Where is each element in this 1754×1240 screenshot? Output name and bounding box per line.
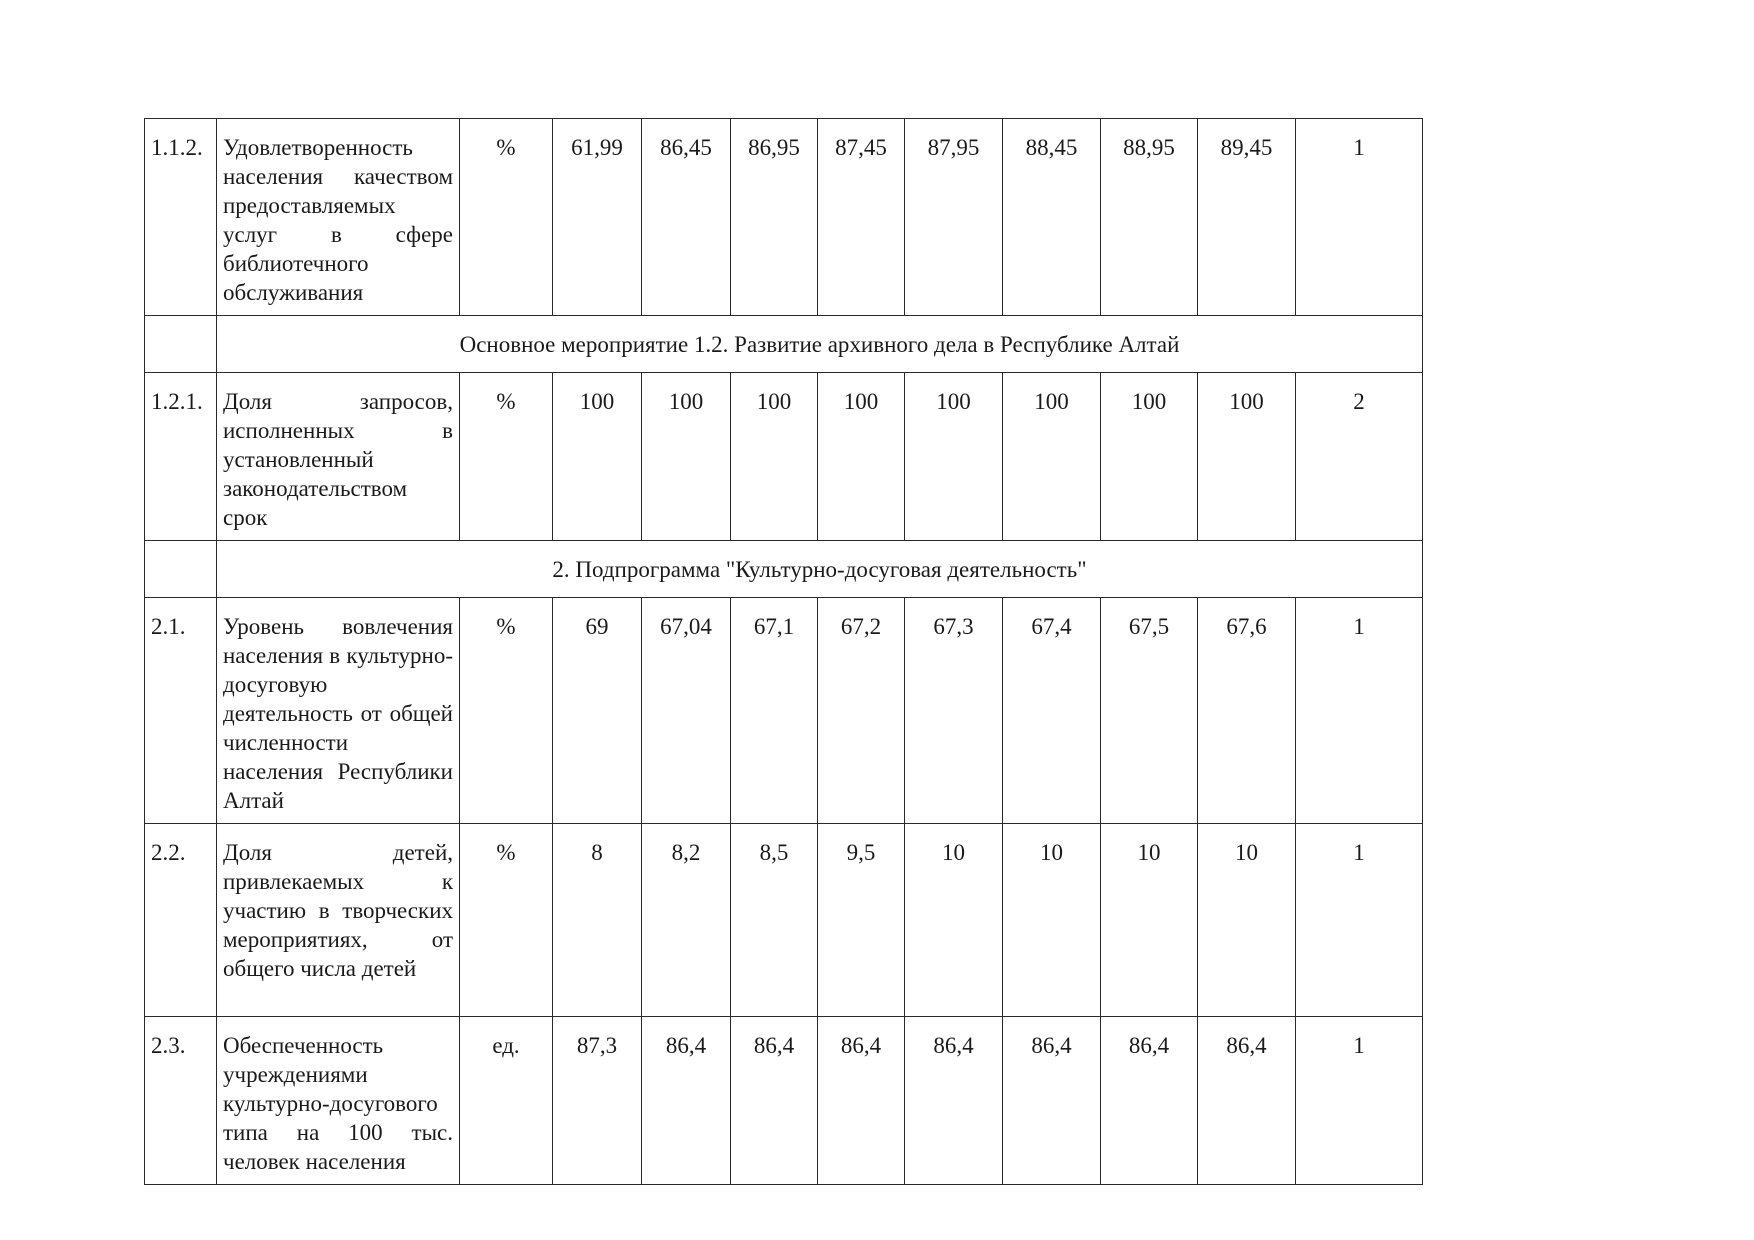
section-title: Основное мероприятие 1.2. Развитие архивного дела в Республике Алтай bbox=[217, 316, 1423, 373]
last-column-cell: 1 bbox=[1296, 824, 1423, 1017]
value-cell: 67,3 bbox=[905, 598, 1003, 824]
value-cell: 86,4 bbox=[1101, 1017, 1198, 1185]
row-number: 1.1.2. bbox=[145, 119, 217, 316]
value-cell: 100 bbox=[642, 373, 731, 541]
value-cell: 86,4 bbox=[731, 1017, 818, 1185]
unit-cell: % bbox=[460, 119, 553, 316]
section-title: 2. Подпрограмма "Культурно-досуговая деятельность" bbox=[217, 541, 1423, 598]
row-number: 2.2. bbox=[145, 824, 217, 1017]
table-row bbox=[145, 598, 1423, 824]
value-cell: 8,2 bbox=[642, 824, 731, 1017]
value-cell: 100 bbox=[731, 373, 818, 541]
value-cell: 100 bbox=[553, 373, 642, 541]
value-cell: 86,4 bbox=[1003, 1017, 1101, 1185]
value-cell: 87,45 bbox=[818, 119, 905, 316]
last-column-cell: 1 bbox=[1296, 598, 1423, 824]
value-cell: 86,4 bbox=[642, 1017, 731, 1185]
unit-cell: % bbox=[460, 824, 553, 1017]
value-cell: 67,04 bbox=[642, 598, 731, 824]
table-row bbox=[145, 119, 1423, 316]
value-cell: 67,1 bbox=[731, 598, 818, 824]
indicator-name: Удовлетворенность населения качеством предоставляемых услуг в сфере библиотечного обслуживания bbox=[217, 119, 460, 316]
value-cell: 67,4 bbox=[1003, 598, 1101, 824]
last-column-cell: 1 bbox=[1296, 119, 1423, 316]
value-cell: 86,4 bbox=[1198, 1017, 1296, 1185]
value-cell: 88,45 bbox=[1003, 119, 1101, 316]
value-cell: 100 bbox=[818, 373, 905, 541]
indicator-name: Доля запросов, исполненных в установленный законодательством срок bbox=[217, 373, 460, 541]
unit-cell: % bbox=[460, 598, 553, 824]
value-cell: 67,6 bbox=[1198, 598, 1296, 824]
last-column-cell: 2 bbox=[1296, 373, 1423, 541]
value-cell: 100 bbox=[1198, 373, 1296, 541]
value-cell: 86,45 bbox=[642, 119, 731, 316]
value-cell: 10 bbox=[1198, 824, 1296, 1017]
value-cell: 61,99 bbox=[553, 119, 642, 316]
unit-cell: % bbox=[460, 373, 553, 541]
value-cell: 69 bbox=[553, 598, 642, 824]
value-cell: 87,95 bbox=[905, 119, 1003, 316]
value-cell: 86,4 bbox=[818, 1017, 905, 1185]
last-column-cell: 1 bbox=[1296, 1017, 1423, 1185]
section-row bbox=[145, 541, 1423, 598]
indicators-table bbox=[144, 118, 1423, 1185]
value-cell: 88,95 bbox=[1101, 119, 1198, 316]
value-cell: 10 bbox=[1101, 824, 1198, 1017]
indicator-name: Уровень вовлечения населения в культурно-досуговую деятельность от общей численности населения Республики Алтай bbox=[217, 598, 460, 824]
value-cell: 10 bbox=[905, 824, 1003, 1017]
value-cell: 100 bbox=[1101, 373, 1198, 541]
indicator-name: Обеспеченность учреждениями культурно-досугового типа на 100 тыс. человек населения bbox=[217, 1017, 460, 1185]
value-cell: 67,2 bbox=[818, 598, 905, 824]
row-number: 2.3. bbox=[145, 1017, 217, 1185]
value-cell: 86,95 bbox=[731, 119, 818, 316]
value-cell: 86,4 bbox=[905, 1017, 1003, 1185]
value-cell: 8,5 bbox=[731, 824, 818, 1017]
table-row bbox=[145, 1017, 1423, 1185]
value-cell: 87,3 bbox=[553, 1017, 642, 1185]
row-number: 1.2.1. bbox=[145, 373, 217, 541]
value-cell: 100 bbox=[905, 373, 1003, 541]
section-row bbox=[145, 316, 1423, 373]
value-cell: 9,5 bbox=[818, 824, 905, 1017]
value-cell: 100 bbox=[1003, 373, 1101, 541]
value-cell: 89,45 bbox=[1198, 119, 1296, 316]
value-cell: 67,5 bbox=[1101, 598, 1198, 824]
table-row bbox=[145, 824, 1423, 1017]
table-row bbox=[145, 373, 1423, 541]
row-number bbox=[145, 541, 217, 598]
unit-cell: ед. bbox=[460, 1017, 553, 1185]
row-number bbox=[145, 316, 217, 373]
row-number: 2.1. bbox=[145, 598, 217, 824]
value-cell: 10 bbox=[1003, 824, 1101, 1017]
indicator-name: Доля детей, привлекаемых к участию в творческих мероприятиях, от общего числа детей bbox=[217, 824, 460, 1017]
value-cell: 8 bbox=[553, 824, 642, 1017]
